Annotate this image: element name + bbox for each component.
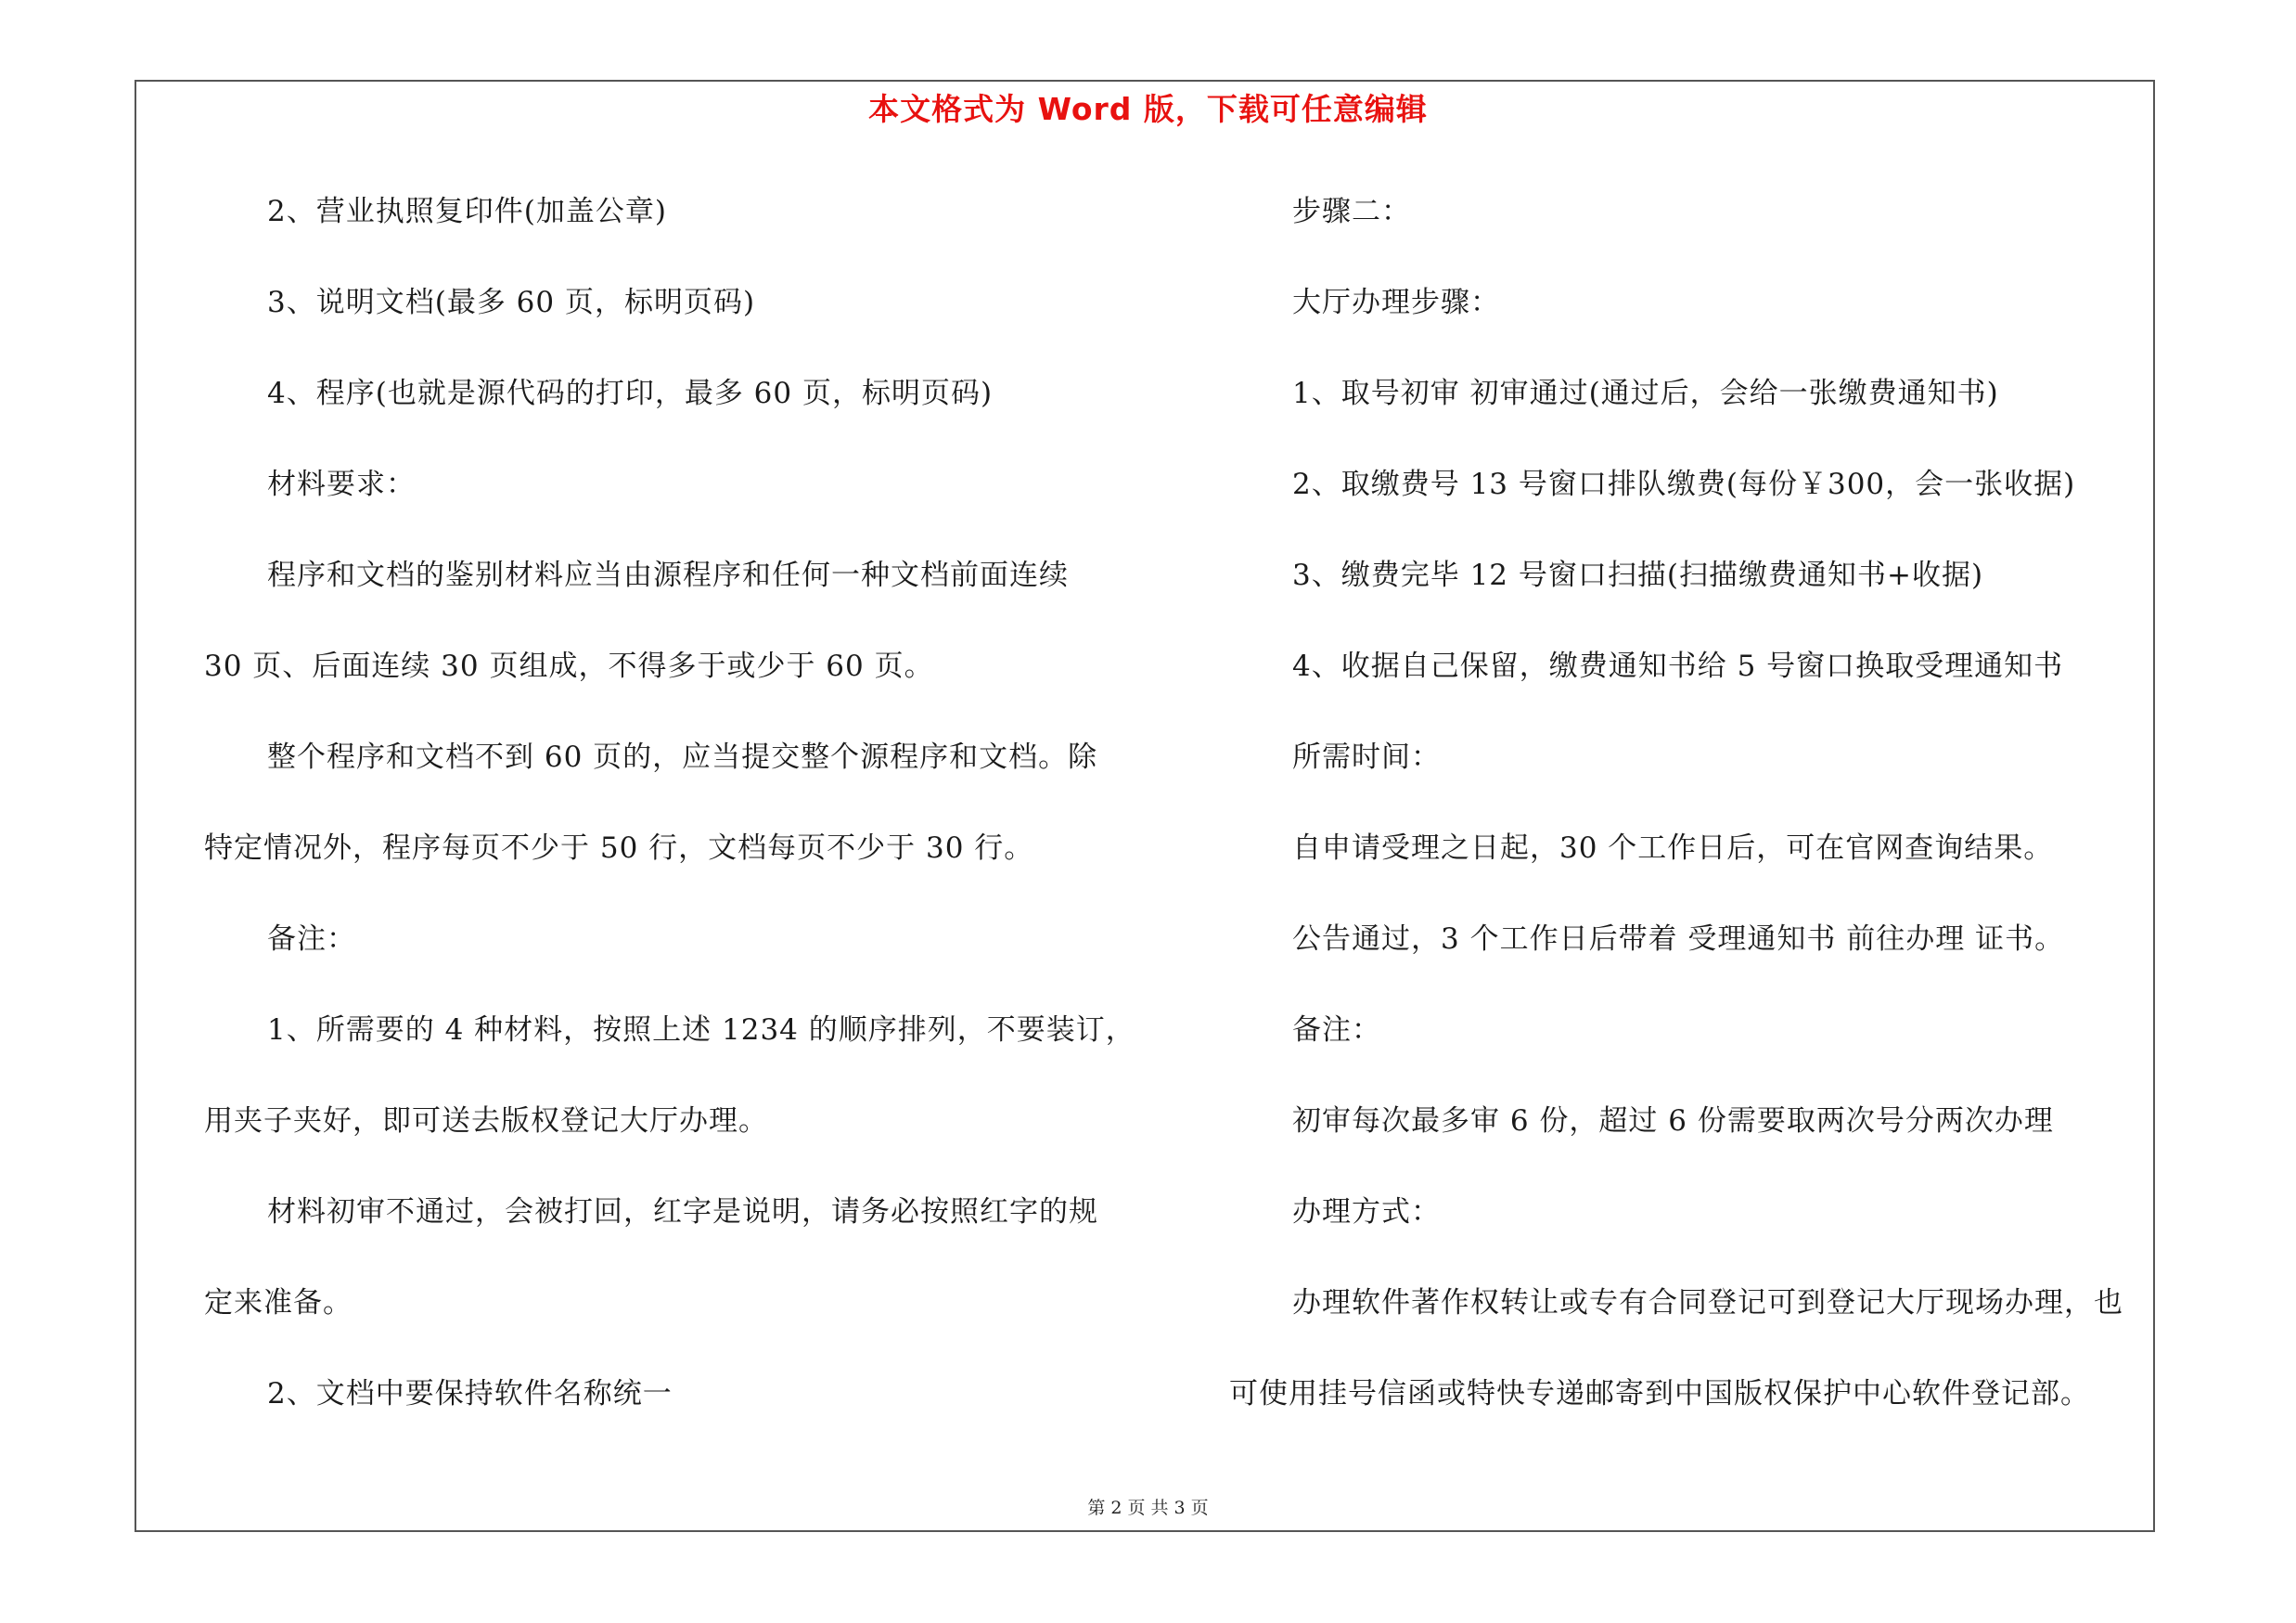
- paragraph-line: 30 页、后面连续 30 页组成，不得多于或少于 60 页。: [204, 650, 934, 683]
- paragraph-line: 2、文档中要保持软件名称统一: [267, 1377, 673, 1410]
- section-heading: 步骤二：: [1292, 195, 1411, 228]
- paragraph-line: 2、取缴费号 13 号窗口排队缴费(每份￥300，会一张收据): [1292, 468, 2076, 501]
- paragraph-line: 材料初审不通过，会被打回，红字是说明，请务必按照红字的规: [267, 1195, 1098, 1229]
- section-heading: 材料要求：: [267, 468, 416, 501]
- section-heading: 备注：: [1292, 1013, 1381, 1047]
- paragraph-line: 3、说明文档(最多 60 页，标明页码): [267, 286, 756, 319]
- paragraph-line: 定来准备。: [204, 1286, 353, 1320]
- paragraph-line: 1、所需要的 4 种材料，按照上述 1234 的顺序排列，不要装订，: [267, 1013, 1135, 1047]
- page-number-footer: 第 2 页 共 3 页: [1087, 1498, 1209, 1518]
- paragraph-line: 特定情况外，程序每页不少于 50 行，文档每页不少于 30 行。: [204, 831, 1034, 865]
- paragraph-line: 初审每次最多审 6 份，超过 6 份需要取两次号分两次办理: [1292, 1104, 2054, 1138]
- section-heading: 所需时间：: [1292, 741, 1441, 774]
- paragraph-line: 可使用挂号信函或特快专递邮寄到中国版权保护中心软件登记部。: [1229, 1377, 2090, 1410]
- paragraph-line: 公告通过，3 个工作日后带着 受理通知书 前往办理 证书。: [1292, 922, 2065, 956]
- paragraph-line: 1、取号初审 初审通过(通过后，会给一张缴费通知书): [1292, 377, 1999, 410]
- section-heading: 大厅办理步骤：: [1292, 286, 1500, 319]
- paragraph-line: 程序和文档的鉴别材料应当由源程序和任何一种文档前面连续: [267, 559, 1069, 592]
- section-heading: 办理方式：: [1292, 1195, 1441, 1229]
- format-banner: 本文格式为 Word 版，下载可任意编辑: [868, 91, 1428, 127]
- paragraph-line: 3、缴费完毕 12 号窗口扫描(扫描缴费通知书+收据): [1292, 559, 1984, 592]
- paragraph-line: 4、收据自己保留，缴费通知书给 5 号窗口换取受理通知书: [1292, 650, 2064, 683]
- paragraph-line: 4、程序(也就是源代码的打印，最多 60 页，标明页码): [267, 377, 994, 410]
- paragraph-line: 办理软件著作权转让或专有合同登记可到登记大厅现场办理，也: [1292, 1286, 2123, 1320]
- paragraph-line: 整个程序和文档不到 60 页的，应当提交整个源程序和文档。除: [267, 741, 1098, 774]
- paragraph-line: 用夹子夹好，即可送去版权登记大厅办理。: [204, 1104, 768, 1138]
- section-heading: 备注：: [267, 922, 356, 956]
- paragraph-line: 自申请受理之日起，30 个工作日后，可在官网查询结果。: [1292, 831, 2054, 865]
- paragraph-line: 2、营业执照复印件(加盖公章): [267, 195, 667, 228]
